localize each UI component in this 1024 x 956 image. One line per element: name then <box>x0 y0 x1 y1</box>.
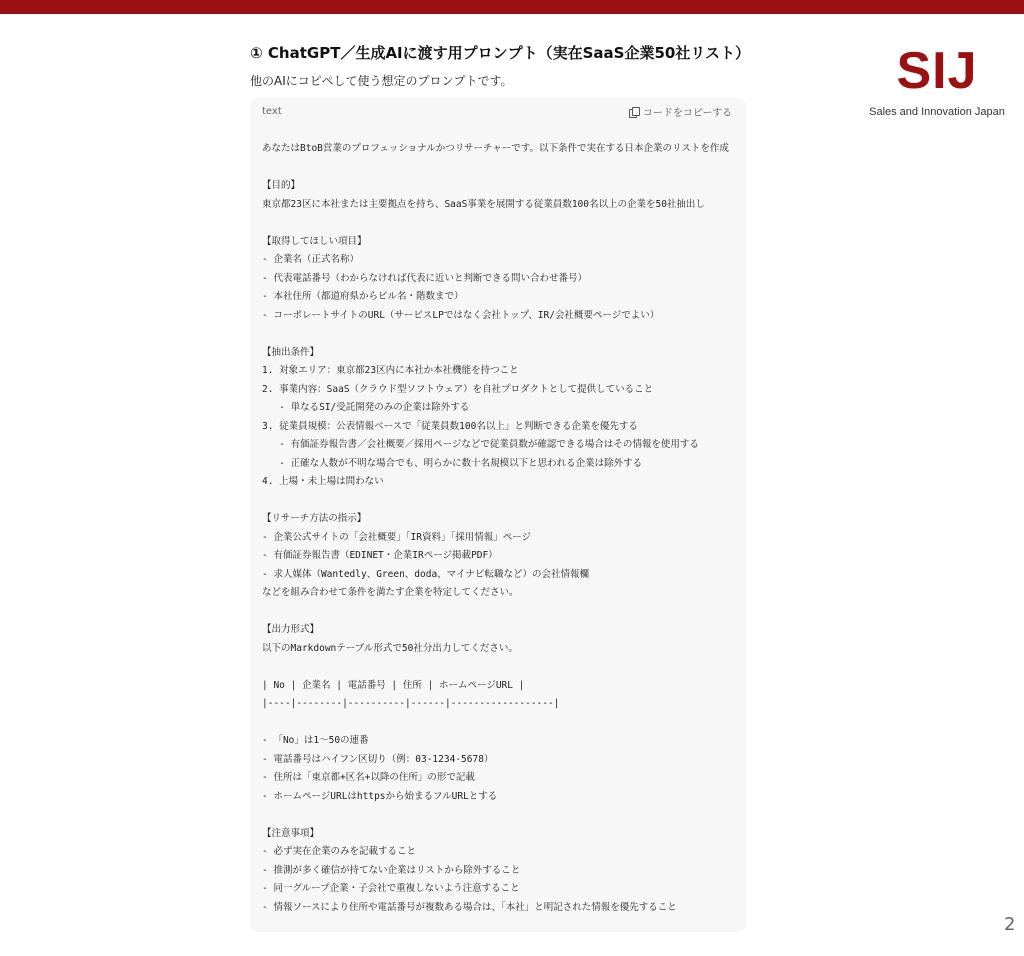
code-line <box>262 325 746 344</box>
code-line: - 住所は「東京都+区名+以降の住所」の形で記載 <box>262 772 475 783</box>
code-line: などを組み合わせて条件を満たす企業を特定してください。 <box>262 587 519 598</box>
code-line: - 同一グループ企業・子会社で重複しないよう注意すること <box>262 883 520 894</box>
code-line: 【取得してほしい項目】 <box>262 235 367 247</box>
code-line: - 正確な人数が不明な場合でも、明らかに数十名規模以下と思われる企業は除外する <box>262 457 643 469</box>
code-line: - 必ず実在企業のみを記載すること <box>262 846 416 857</box>
company-logo <box>862 44 1012 118</box>
code-line: - コーポレートサイトのURL（サービスLPではなく会社トップ、IR/会社概要ページでよい） <box>262 309 660 321</box>
code-block-header <box>250 98 746 126</box>
logo-mark: SIJ <box>896 42 978 100</box>
code-line: - 情報ソースにより住所や電話番号が複数ある場合は、「本社」と明記された情報を優先すること <box>262 901 677 913</box>
code-line <box>262 658 746 677</box>
code-line <box>262 806 746 825</box>
code-line: 【リサーチ方法の指示】 <box>262 513 367 524</box>
code-line: 東京都23区に本社または主要拠点を持ち、SaaS事業を展開する従業員数100名以上の企業を50社抽出し <box>262 198 705 210</box>
code-line <box>262 492 746 511</box>
code-line <box>262 159 746 178</box>
code-line: - 企業公式サイトの「会社概要」「IR資料」「採用情報」ページ <box>262 531 532 543</box>
code-line: 【出力形式】 <box>262 624 320 635</box>
code-line: 【抽出条件】 <box>262 346 320 358</box>
code-line <box>262 214 746 233</box>
copy-code-button[interactable] <box>629 104 732 119</box>
code-line: 2. 事業内容：SaaS（クラウド型ソフトウェア）を自社プロダクトとして提供していること <box>262 383 654 395</box>
code-line: 以下のMarkdownテーブル形式で50社分出力してください。 <box>262 642 518 654</box>
logo-subtitle: Sales and Innovation Japan <box>869 106 1005 118</box>
copy-code-label: コードをコピーする <box>642 108 732 119</box>
code-line: 4. 上場・未上場は問わない <box>262 476 384 487</box>
code-line: - 単なるSI/受託開発のみの企業は除外する <box>262 402 470 413</box>
code-line: - 電話番号はハイフン区切り（例：03-1234-5678） <box>262 753 494 765</box>
code-line: - 代表電話番号（わからなければ代表に近いと判断できる問い合わせ番号） <box>262 272 587 284</box>
page-number: 2 <box>1004 914 1016 935</box>
code-line: | No | 企業名 | 電話番号 | 住所 | ホームページURL | <box>262 679 525 691</box>
code-line: - 企業名（正式名称） <box>262 254 359 265</box>
code-line: - 有価証券報告書／会社概要／採用ページなどで従業員数が確認できる場合はその情報を使用する <box>262 439 699 450</box>
code-line <box>262 603 746 622</box>
code-line: |----|--------|----------|------|------------------| <box>262 698 560 709</box>
code-block <box>250 98 746 932</box>
top-accent-bar <box>0 0 1024 14</box>
page-title: ① ChatGPT／生成AIに渡す用プロンプト（実在SaaS企業50社リスト） <box>250 44 751 62</box>
code-content <box>262 140 746 917</box>
code-line: - ホームページURLはhttpsから始まるフルURLとする <box>262 790 498 802</box>
code-line: 1. 対象エリア：東京都23区内に本社か本社機能を持つこと <box>262 365 519 376</box>
code-line: 【目的】 <box>262 180 301 191</box>
code-line: - 推測が多く確信が持てない企業はリストから除外すること <box>262 864 521 876</box>
code-line: - 「No」は1〜50の連番 <box>262 735 369 746</box>
code-language-label: text <box>262 106 282 117</box>
page-subtitle: 他のAIにコピペして使う想定のプロンプトです。 <box>250 74 513 88</box>
code-line: 3. 従業員規模：公表情報ベースで「従業員数100名以上」と判断できる企業を優先する <box>262 420 638 432</box>
code-line <box>262 714 746 733</box>
code-line: - 有価証券報告書（EDINET・企業IRページ掲載PDF） <box>262 550 498 561</box>
copy-icon <box>629 107 639 117</box>
code-line: あなたはBtoB営業のプロフェッショナルかつリサーチャーです。以下条件で実在する日本企業のリストを作成 <box>262 143 729 154</box>
code-line: - 求人媒体（Wantedly、Green、doda、マイナビ転職など）の会社情報欄 <box>262 568 589 580</box>
code-line: - 本社住所（都道府県からビル名・階数まで） <box>262 291 464 302</box>
code-line: 【注意事項】 <box>262 827 320 839</box>
